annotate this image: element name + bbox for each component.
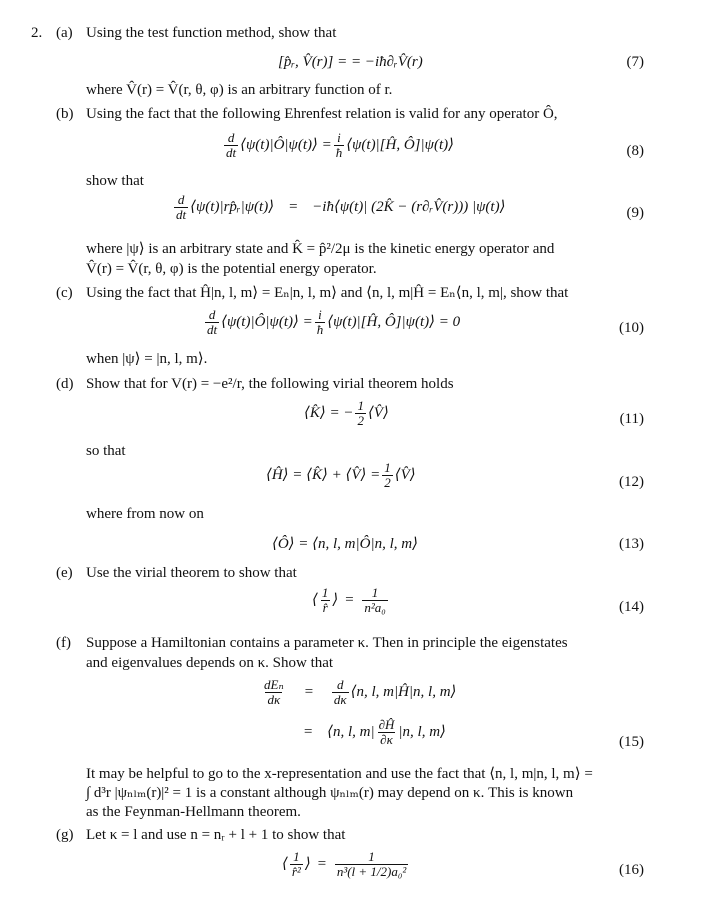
eq9 bbox=[172, 193, 505, 221]
eq11-rhs: ⟨V̂⟩ bbox=[367, 404, 389, 421]
eq16-equals: = bbox=[316, 855, 327, 872]
part-b-text: Using the fact that the following Ehrenfest relation is valid for any operator Ô, bbox=[86, 106, 558, 122]
eq14-langle: ⟨ bbox=[312, 591, 318, 608]
eq8 bbox=[222, 131, 454, 159]
eq15-pre: ⟨n, l, m| bbox=[327, 723, 375, 740]
eq12-rhs: ⟨V̂⟩ bbox=[394, 466, 416, 483]
eq13: ⟨Ô⟩ = ⟨n, l, m|Ô|n, l, m⟩ bbox=[272, 536, 418, 552]
part-b-note2: V̂(r) = V̂(r, θ, φ) is the potential energy operator. bbox=[86, 261, 377, 277]
part-d-where: where from now on bbox=[86, 506, 204, 522]
part-c-note: when |ψ⟩ = |n, l, m⟩. bbox=[86, 351, 208, 367]
part-b-show: show that bbox=[86, 173, 144, 189]
part-f-note3: as the Feynman-Hellmann theorem. bbox=[86, 804, 301, 820]
eqno-14: (14) bbox=[619, 599, 644, 615]
eq15-d-dk: $\frac{d}{d\kappa}$ bbox=[333, 677, 347, 707]
eqno-11: (11) bbox=[619, 411, 644, 427]
part-e-label: (e) bbox=[56, 565, 73, 581]
eq10-i-hbar: $\frac{i}{ħ}$ bbox=[316, 307, 324, 337]
eq15-equals1: = bbox=[303, 683, 314, 700]
part-f-text1: Suppose a Hamiltonian contains a parameter κ. Then in principle the eigenstates bbox=[86, 635, 568, 651]
eq10 bbox=[203, 308, 460, 336]
part-g-label: (g) bbox=[56, 827, 74, 843]
eq15-post: |n, l, m⟩ bbox=[398, 723, 446, 740]
eq14-rangle: ⟩ bbox=[332, 591, 339, 608]
eqno-10: (10) bbox=[619, 320, 644, 336]
eqno-9: (9) bbox=[626, 205, 644, 221]
eq11-lhs: ⟨K̂⟩ = − bbox=[304, 404, 354, 421]
part-f-text2: and eigenvalues depends on κ. Show that bbox=[86, 655, 334, 671]
eqno-16: (16) bbox=[619, 862, 644, 878]
part-b-note1: where |ψ⟩ is an arbitrary state and K̂ = p̂²/2μ is the kinetic energy operator and bbox=[86, 241, 555, 257]
eq12 bbox=[266, 461, 416, 489]
eq8-rhs: ⟨ψ(t)|[Ĥ, Ô]|ψ(t)⟩ bbox=[346, 136, 454, 153]
part-d-so: so that bbox=[86, 443, 126, 459]
eq15-line2 bbox=[303, 718, 446, 746]
eq16-inv-r2: $\frac{1}{\text{r̂²}}$ bbox=[291, 849, 301, 879]
eq15-rhs1: ⟨n, l, m|Ĥ|n, l, m⟩ bbox=[350, 683, 457, 700]
part-b-label: (b) bbox=[56, 106, 74, 122]
eq15-equals2: = bbox=[303, 723, 314, 740]
eq8-i-hbar: $\frac{i}{ħ}$ bbox=[335, 130, 343, 160]
part-g-text: Let κ = l and use n = nᵣ + l + 1 to show that bbox=[86, 827, 346, 843]
eqno-13: (13) bbox=[619, 536, 644, 552]
part-c-label: (c) bbox=[56, 285, 73, 301]
eq14 bbox=[312, 586, 390, 614]
eq16-rhs: $\frac{1}{\text{n³(l + 1/2)a₀²}}$ bbox=[336, 849, 407, 879]
part-c-text: Using the fact that Ĥ|n, l, m⟩ = Eₙ|n, l, m⟩ and ⟨n, l, m|Ĥ = Eₙ⟨n, l, m|, show that bbox=[86, 285, 569, 301]
part-d-text: Show that for V(r) = −e²/r, the following virial theorem holds bbox=[86, 376, 454, 392]
eq9-ddt: $\frac{d}{dt}$ bbox=[176, 192, 187, 222]
eq14-equals: = bbox=[344, 591, 355, 608]
eqno-15: (15) bbox=[619, 734, 644, 750]
eq16-rangle: ⟩ bbox=[304, 855, 311, 872]
eq9-lhs: ⟨ψ(t)|rp̂ᵣ|ψ(t)⟩ bbox=[190, 198, 275, 215]
eqno-12: (12) bbox=[619, 474, 644, 490]
eq14-inv-r: $\frac{1}{r̂}$ bbox=[321, 585, 329, 615]
part-a-text: Using the test function method, show that bbox=[86, 25, 337, 41]
eq9-rhs: −iħ⟨ψ(t)| (2K̂ − (r∂ᵣV̂(r))) |ψ(t)⟩ bbox=[312, 198, 506, 215]
part-f-note1: It may be helpful to go to the x-representation and use the fact that ⟨n, l, m|n, l, m⟩ = bbox=[86, 766, 593, 782]
eq12-lhs: ⟨Ĥ⟩ = ⟨K̂⟩ + ⟨V̂⟩ = bbox=[266, 466, 381, 483]
eq15-line1 bbox=[260, 678, 456, 706]
eq11 bbox=[304, 399, 389, 427]
eq10-rhs: ⟨ψ(t)|[Ĥ, Ô]|ψ(t)⟩ = 0 bbox=[327, 313, 461, 330]
problem-number: 2. bbox=[31, 25, 43, 41]
part-a-label: (a) bbox=[56, 25, 73, 41]
eq11-half: $\frac{1}{2}$ bbox=[357, 398, 364, 428]
eq8-lhs: ⟨ψ(t)|Ô|ψ(t)⟩ = bbox=[240, 136, 332, 153]
eq14-rhs: $\frac{1}{\text{n²a₀}}$ bbox=[364, 585, 386, 615]
eq10-lhs: ⟨ψ(t)|Ô|ψ(t)⟩ = bbox=[221, 313, 313, 330]
eq7: [p̂ᵣ, V̂(r)] = = −iħ∂ᵣV̂(r) bbox=[278, 54, 423, 70]
part-f-label: (f) bbox=[56, 635, 71, 651]
eq8-ddt: $\frac{d}{dt}$ bbox=[226, 130, 237, 160]
eqno-8: (8) bbox=[626, 143, 644, 159]
eq16 bbox=[282, 850, 410, 878]
eqno-7: (7) bbox=[626, 54, 644, 70]
part-f-note2: ∫ d³r |ψₙₗₘ(r)|² = 1 is a constant although ψₙₗₘ(r) may depend on κ. This is known bbox=[86, 785, 574, 801]
eq15-dH-dk: $\frac{\partial Ĥ}{\partial\kappa}$ bbox=[378, 717, 395, 747]
part-e-text: Use the virial theorem to show that bbox=[86, 565, 297, 581]
eq10-ddt: $\frac{d}{dt}$ bbox=[207, 307, 218, 337]
eq16-langle: ⟨ bbox=[282, 855, 288, 872]
eq9-equals: = bbox=[288, 198, 299, 215]
eq12-half: $\frac{1}{2}$ bbox=[384, 460, 391, 490]
part-a-note: where V̂(r) = V̂(r, θ, φ) is an arbitrary function of r. bbox=[86, 82, 393, 98]
eq15-dEn-dk: $\frac{\text{dEₙ}}{d\kappa}$ bbox=[264, 677, 284, 707]
part-d-label: (d) bbox=[56, 376, 74, 392]
